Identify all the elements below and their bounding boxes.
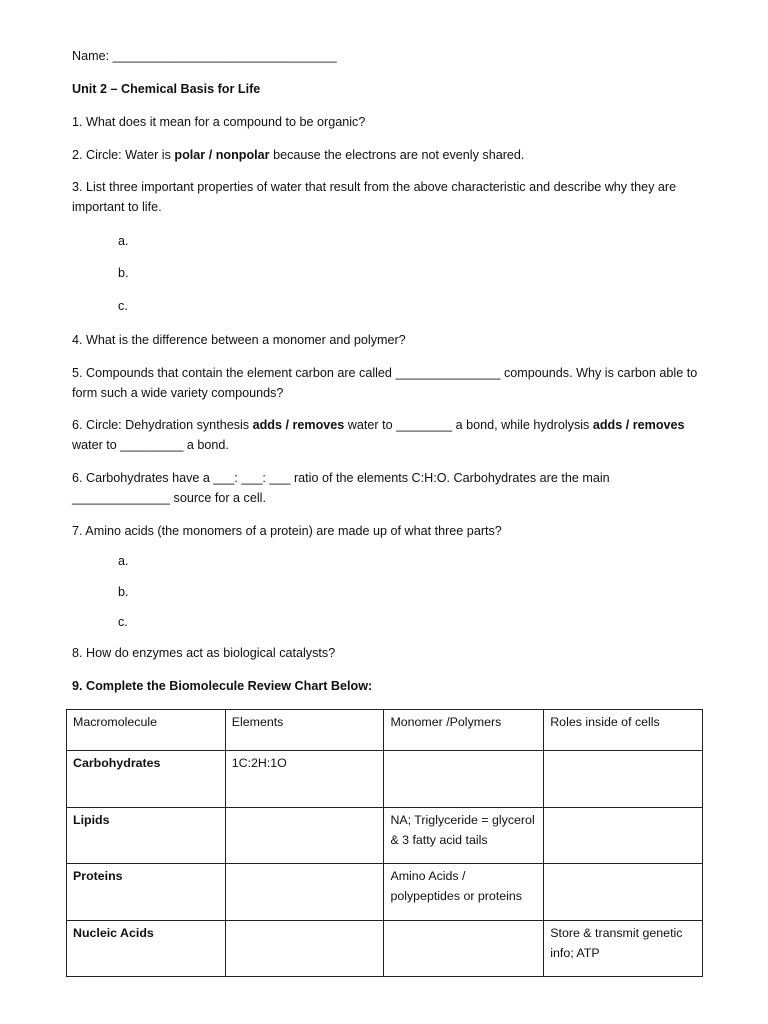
q6a-adds-1: adds bbox=[252, 418, 282, 432]
question-6-carbohydrates: 6. Carbohydrates have a ___: ___: ___ ratio of the elements C:H:O. Carbohydrates are the main ______________ source for a cell. bbox=[72, 471, 610, 505]
chart-cell bbox=[544, 751, 703, 808]
chart-cell: Store & transmit genetic info; ATP bbox=[544, 921, 703, 977]
q6a-adds-2: adds bbox=[592, 418, 623, 432]
chart-header-monomer-polymers: Monomer /Polymers bbox=[384, 710, 544, 751]
question-1: 1. What does it mean for a compound to be organic? bbox=[72, 115, 366, 129]
q2-suffix: because the electrons are not evenly shared. bbox=[269, 148, 525, 162]
question-9: 9. Complete the Biomolecule Review Chart Below: bbox=[72, 679, 373, 693]
q6a-slash-1: / bbox=[282, 418, 293, 432]
question-2 bbox=[72, 145, 698, 165]
chart-cell bbox=[384, 921, 544, 977]
chart-cell bbox=[544, 808, 703, 864]
q3-item-a: a. bbox=[118, 234, 129, 248]
chart-cell bbox=[225, 808, 384, 864]
name-line: Name: ________________________________ bbox=[72, 49, 337, 63]
chart-header-roles: Roles inside of cells bbox=[544, 710, 703, 751]
chart-cell: Nucleic Acids bbox=[67, 921, 226, 977]
q6a-removes-2: removes bbox=[632, 418, 685, 432]
chart-cell: NA; Triglyceride = glycerol & 3 fatty acid tails bbox=[384, 808, 544, 864]
chart-cell bbox=[225, 864, 384, 921]
chart-cell bbox=[384, 751, 544, 808]
question-3: 3. List three important properties of water that result from the above characteristic and describe why they are important to life. bbox=[72, 180, 677, 214]
chart-cell: Proteins bbox=[67, 864, 226, 921]
q2-prefix: 2. Circle: Water is bbox=[72, 148, 175, 162]
chart-cell: 1C:2H:1O bbox=[225, 751, 384, 808]
q3-item-c: c. bbox=[118, 299, 128, 313]
q7-item-c: c. bbox=[118, 615, 128, 629]
q2-slash: / bbox=[205, 148, 216, 162]
chart-cell bbox=[225, 921, 384, 977]
q6a-suffix: water to _________ a bond. bbox=[72, 438, 229, 452]
chart-cell: Lipids bbox=[67, 808, 226, 864]
chart-header-elements: Elements bbox=[225, 710, 384, 751]
question-7: 7. Amino acids (the monomers of a protein) are made up of what three parts? bbox=[72, 524, 502, 538]
q3-item-b: b. bbox=[118, 266, 129, 280]
table-row bbox=[67, 808, 703, 864]
table-row bbox=[67, 921, 703, 977]
q7-item-a: a. bbox=[118, 554, 129, 568]
q6a-removes-1: removes bbox=[292, 418, 345, 432]
q7-item-b: b. bbox=[118, 585, 129, 599]
question-4: 4. What is the difference between a monomer and polymer? bbox=[72, 333, 406, 347]
question-8: 8. How do enzymes act as biological catalysts? bbox=[72, 646, 336, 660]
chart-header-row bbox=[67, 710, 703, 751]
q6a-slash-2: / bbox=[622, 418, 633, 432]
chart-header-macromolecule: Macromolecule bbox=[67, 710, 226, 751]
worksheet-title: Unit 2 – Chemical Basis for Life bbox=[72, 82, 261, 96]
q2-polar: polar bbox=[174, 148, 206, 162]
question-5: 5. Compounds that contain the element carbon are called _______________ compounds. Why is carbon able to form such a wide variety compounds? bbox=[72, 366, 698, 400]
chart-cell bbox=[544, 864, 703, 921]
chart-cell: Amino Acids / polypeptides or proteins bbox=[384, 864, 544, 921]
question-6-circle bbox=[72, 415, 698, 455]
table-row bbox=[67, 751, 703, 808]
q6a-middle: water to ________ a bond, while hydrolysis bbox=[344, 418, 593, 432]
q6a-prefix: 6. Circle: Dehydration synthesis bbox=[72, 418, 253, 432]
biomolecule-review-chart bbox=[66, 709, 703, 977]
q2-nonpolar: nonpolar bbox=[215, 148, 270, 162]
chart-cell: Carbohydrates bbox=[67, 751, 226, 808]
table-row bbox=[67, 864, 703, 921]
